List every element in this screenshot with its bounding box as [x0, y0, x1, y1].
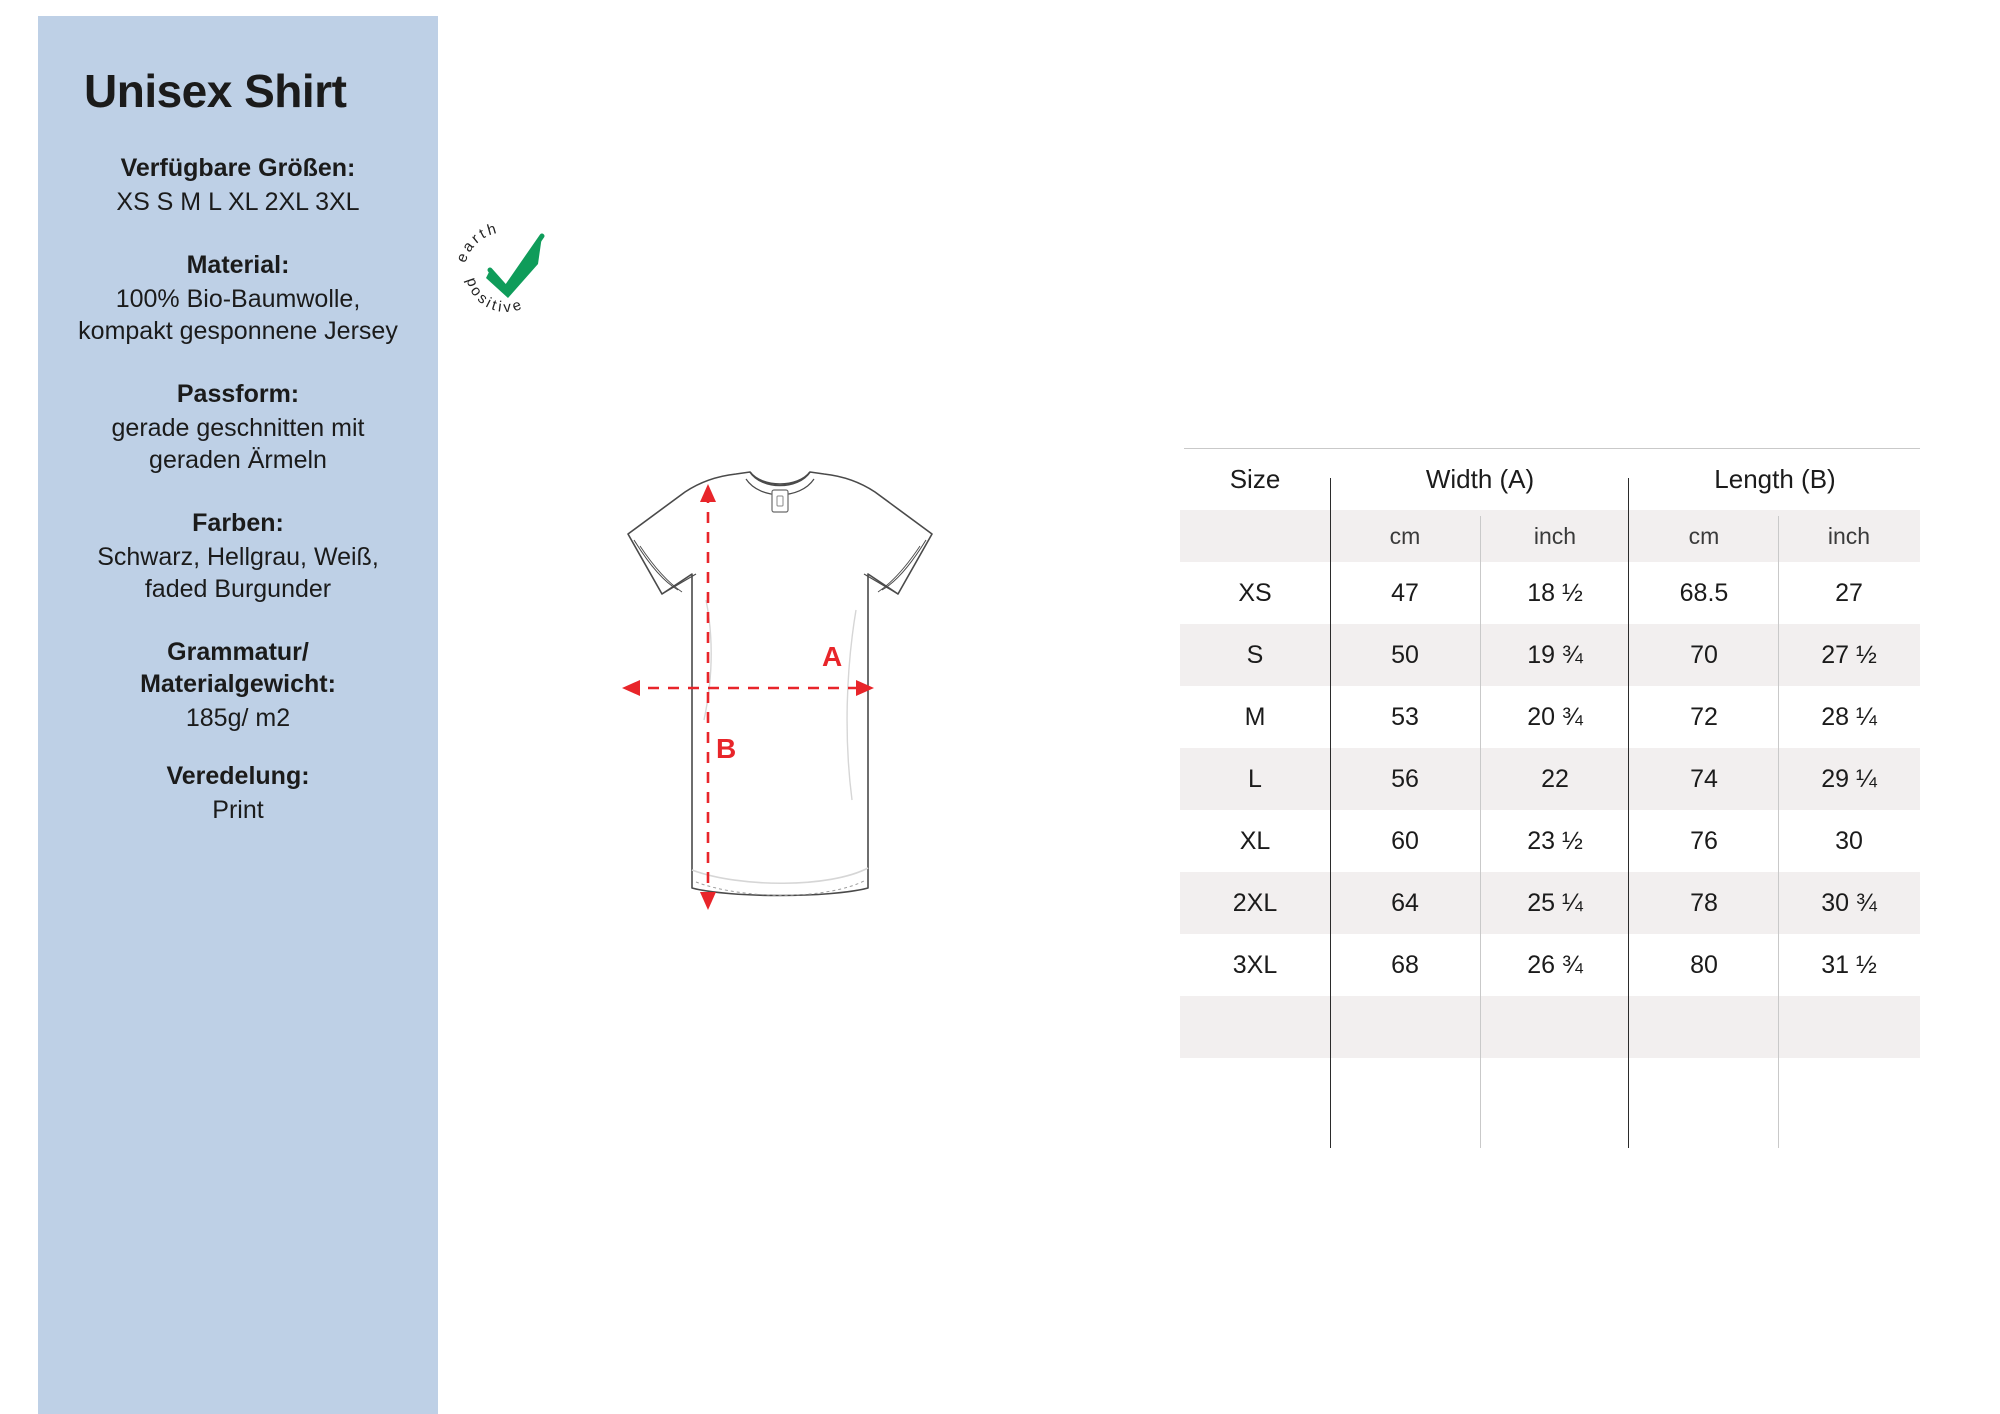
- cell-width-inch: 22: [1541, 764, 1569, 793]
- cell-length-cm: 80: [1690, 950, 1718, 979]
- cell-width-inch: 25 ¼: [1527, 888, 1583, 917]
- cell-size: XS: [1238, 578, 1272, 607]
- cell-empty: [1778, 996, 1920, 1058]
- measure-label-width: A: [822, 641, 843, 672]
- shirt-illustration: [500, 470, 1060, 1040]
- cell-length-cm: 68.5: [1679, 578, 1729, 607]
- info-value-fit: gerade geschnitten mit geraden Ärmeln: [111, 413, 365, 474]
- info-block-weight: [66, 636, 410, 735]
- cell-width-inch: 20 ¾: [1527, 702, 1583, 731]
- info-label-material: Material:: [186, 250, 290, 279]
- cell-length-inch: 30: [1835, 826, 1863, 855]
- header-width: Width (A): [1425, 463, 1535, 494]
- info-block-material: [66, 249, 410, 348]
- info-value-sizes: XS S M L XL 2XL 3XL: [116, 188, 360, 216]
- cell-empty: [1180, 996, 1330, 1058]
- cell-width-inch: 19 ¾: [1527, 640, 1583, 669]
- cell-size: S: [1246, 640, 1264, 669]
- cell-width-inch: 26 ¾: [1527, 950, 1583, 979]
- cell-size: 2XL: [1232, 888, 1278, 917]
- table-subheader-row: [1180, 510, 1920, 562]
- cell-width-cm: 68: [1391, 950, 1419, 979]
- cell-empty: [1480, 996, 1630, 1058]
- table-header-row: [1180, 448, 1920, 510]
- cell-length-cm: 74: [1690, 764, 1718, 793]
- cell-length-inch: 30 ¾: [1821, 888, 1877, 917]
- cell-width-cm: 50: [1391, 640, 1419, 669]
- info-value-finishing: Print: [212, 796, 264, 824]
- cell-width-inch: 23 ½: [1527, 826, 1583, 855]
- info-value-colors: Schwarz, Hellgrau, Weiß, faded Burgunder: [97, 542, 379, 603]
- subheader-length-inch: inch: [1827, 522, 1871, 549]
- cell-width-cm: 47: [1391, 578, 1419, 607]
- svg-text:earth: earth: [452, 219, 501, 265]
- table-row-empty: [1180, 996, 1920, 1058]
- subheader-blank: [1180, 510, 1330, 562]
- table-row: [1180, 810, 1920, 872]
- cell-empty: [1630, 996, 1778, 1058]
- info-block-sizes: [66, 152, 410, 219]
- page-title: Unisex Shirt: [84, 65, 347, 117]
- cell-length-cm: 72: [1690, 702, 1718, 731]
- info-label-weight: Grammatur/ Materialgewicht:: [140, 637, 336, 698]
- subheader-width-inch: inch: [1533, 522, 1577, 549]
- size-table: [1180, 448, 1920, 1058]
- cell-empty: [1330, 996, 1480, 1058]
- subheader-width-cm: cm: [1389, 522, 1421, 549]
- cell-length-cm: 78: [1690, 888, 1718, 917]
- cell-size: XL: [1239, 826, 1271, 855]
- cell-width-cm: 56: [1391, 764, 1419, 793]
- cell-length-inch: 27 ½: [1821, 640, 1877, 669]
- cell-length-inch: 28 ¼: [1821, 702, 1877, 731]
- info-label-sizes: Verfügbare Größen:: [120, 154, 356, 182]
- table-row: [1180, 748, 1920, 810]
- table-row: [1180, 872, 1920, 934]
- header-length: Length (B): [1714, 463, 1836, 494]
- size-chart: [1180, 448, 1920, 1058]
- cell-length-inch: 31 ½: [1821, 950, 1877, 979]
- subheader-length-cm: cm: [1688, 522, 1720, 549]
- cell-width-inch: 18 ½: [1527, 578, 1583, 607]
- cell-length-cm: 76: [1690, 826, 1718, 855]
- info-label-fit: Passform:: [176, 379, 300, 408]
- cell-width-cm: 64: [1391, 888, 1419, 917]
- info-value-material: 100% Bio-Baumwolle, kompakt gesponnene Jersey: [78, 284, 398, 345]
- info-value-weight: 185g/ m2: [185, 703, 291, 732]
- measure-label-length: B: [716, 733, 737, 764]
- svg-text:positive: positive: [462, 275, 527, 317]
- cell-length-cm: 70: [1690, 640, 1718, 669]
- info-panel: [38, 16, 438, 1414]
- info-block-fit: [66, 378, 410, 477]
- table-row: [1180, 934, 1920, 996]
- table-row: [1180, 686, 1920, 748]
- header-size: Size: [1229, 463, 1281, 494]
- cell-width-cm: 53: [1391, 702, 1419, 731]
- cell-size: M: [1244, 702, 1266, 731]
- earth-positive-badge: [450, 212, 562, 324]
- table-row: [1180, 624, 1920, 686]
- cell-size: L: [1248, 764, 1262, 793]
- cell-length-inch: 27: [1835, 578, 1863, 607]
- info-block-colors: [66, 507, 410, 606]
- info-label-colors: Farben:: [192, 508, 284, 537]
- cell-size: 3XL: [1232, 950, 1278, 979]
- info-block-finishing: [66, 760, 410, 827]
- table-row: [1180, 562, 1920, 624]
- info-label-finishing: Veredelung:: [166, 762, 310, 790]
- cell-width-cm: 60: [1391, 826, 1419, 855]
- cell-length-inch: 29 ¼: [1821, 764, 1877, 793]
